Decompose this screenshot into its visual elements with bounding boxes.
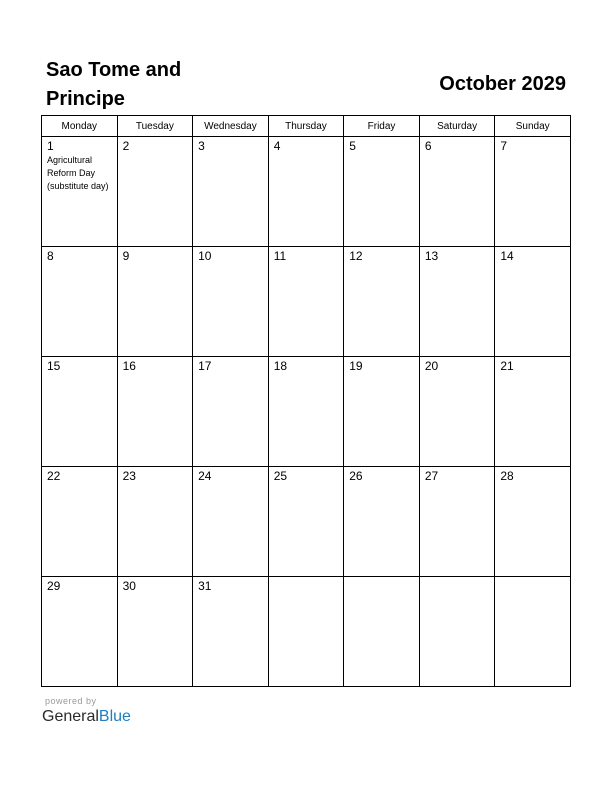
day-cell <box>117 357 193 467</box>
day-number: 5 <box>349 139 356 153</box>
day-number: 4 <box>273 139 281 153</box>
day-cell <box>495 357 571 467</box>
day-cell <box>419 467 495 577</box>
weekday-header: Saturday <box>419 116 495 137</box>
day-cell <box>495 247 571 357</box>
day-cell <box>117 467 193 577</box>
day-number: 21 <box>500 359 514 373</box>
week-row <box>42 247 571 357</box>
day-cell <box>193 467 269 577</box>
day-cell <box>344 357 420 467</box>
day-cell <box>344 577 420 687</box>
day-number: 9 <box>122 249 130 263</box>
day-number: 16 <box>122 359 136 373</box>
day-cell <box>42 577 118 687</box>
day-number: 24 <box>198 469 212 483</box>
month-title: October 2029 <box>439 73 566 95</box>
day-cell <box>419 357 495 467</box>
week-row <box>42 357 571 467</box>
day-number <box>269 577 344 579</box>
day-number: 20 <box>424 359 439 373</box>
weekday-header: Thursday <box>268 116 344 137</box>
day-number: 17 <box>198 359 212 373</box>
day-number: 14 <box>500 249 514 263</box>
day-number: 8 <box>47 249 54 263</box>
day-number: 30 <box>122 579 136 593</box>
day-cell <box>268 577 344 687</box>
day-cell <box>42 467 118 577</box>
day-cell <box>117 247 193 357</box>
footer-branding <box>42 696 131 727</box>
day-number: 6 <box>424 139 432 153</box>
day-cell <box>42 137 118 247</box>
day-cell <box>42 247 118 357</box>
weekday-header: Sunday <box>495 116 571 137</box>
day-number <box>420 577 495 579</box>
day-cell <box>268 357 344 467</box>
day-cell <box>193 137 269 247</box>
brand-name-part2: Blue <box>98 708 131 725</box>
day-cell <box>193 577 269 687</box>
day-number: 7 <box>500 139 508 153</box>
day-cell <box>495 467 571 577</box>
day-cell <box>193 357 269 467</box>
day-number: 2 <box>122 139 130 153</box>
day-number: 23 <box>122 469 136 483</box>
calendar-grid <box>41 115 571 687</box>
day-number: 29 <box>47 579 61 593</box>
day-cell <box>268 137 344 247</box>
day-number <box>495 577 570 579</box>
day-cell <box>117 137 193 247</box>
day-cell <box>117 577 193 687</box>
day-cell <box>344 137 420 247</box>
day-number: 22 <box>47 469 61 483</box>
day-number: 15 <box>47 359 61 373</box>
day-number: 11 <box>273 249 287 263</box>
day-number: 3 <box>198 139 205 153</box>
country-title: Sao Tome and Principe <box>46 59 182 110</box>
week-row <box>42 577 571 687</box>
weekday-header: Wednesday <box>193 116 269 137</box>
day-cell <box>268 467 344 577</box>
holiday-label: Agricultural Reform Day (substitute day) <box>47 155 109 191</box>
day-cell <box>419 137 495 247</box>
day-cell <box>42 357 118 467</box>
day-number: 10 <box>198 249 212 263</box>
day-number: 26 <box>349 469 363 483</box>
day-number: 31 <box>198 579 212 593</box>
day-number: 27 <box>424 469 439 483</box>
day-cell <box>344 467 420 577</box>
generalblue-logo[interactable] <box>42 707 131 727</box>
day-cell <box>344 247 420 357</box>
weekday-header: Monday <box>42 116 118 137</box>
day-cell <box>495 577 571 687</box>
day-number: 13 <box>424 249 439 263</box>
day-number <box>344 577 419 579</box>
weekday-header: Tuesday <box>117 116 193 137</box>
day-cell <box>419 247 495 357</box>
day-number: 25 <box>273 469 288 483</box>
day-number: 19 <box>349 359 363 373</box>
day-number: 12 <box>349 249 363 263</box>
day-cell <box>419 577 495 687</box>
day-number: 18 <box>273 359 288 373</box>
week-row <box>42 137 571 247</box>
day-number: 28 <box>500 469 514 483</box>
brand-name-part1: General <box>42 708 99 725</box>
weekday-header-row <box>42 116 571 137</box>
day-cell <box>193 247 269 357</box>
weekday-header: Friday <box>344 116 420 137</box>
day-cell <box>495 137 571 247</box>
powered-by-text: powered by <box>45 696 97 706</box>
day-cell <box>268 247 344 357</box>
week-row <box>42 467 571 577</box>
day-number: 1 <box>47 139 54 153</box>
